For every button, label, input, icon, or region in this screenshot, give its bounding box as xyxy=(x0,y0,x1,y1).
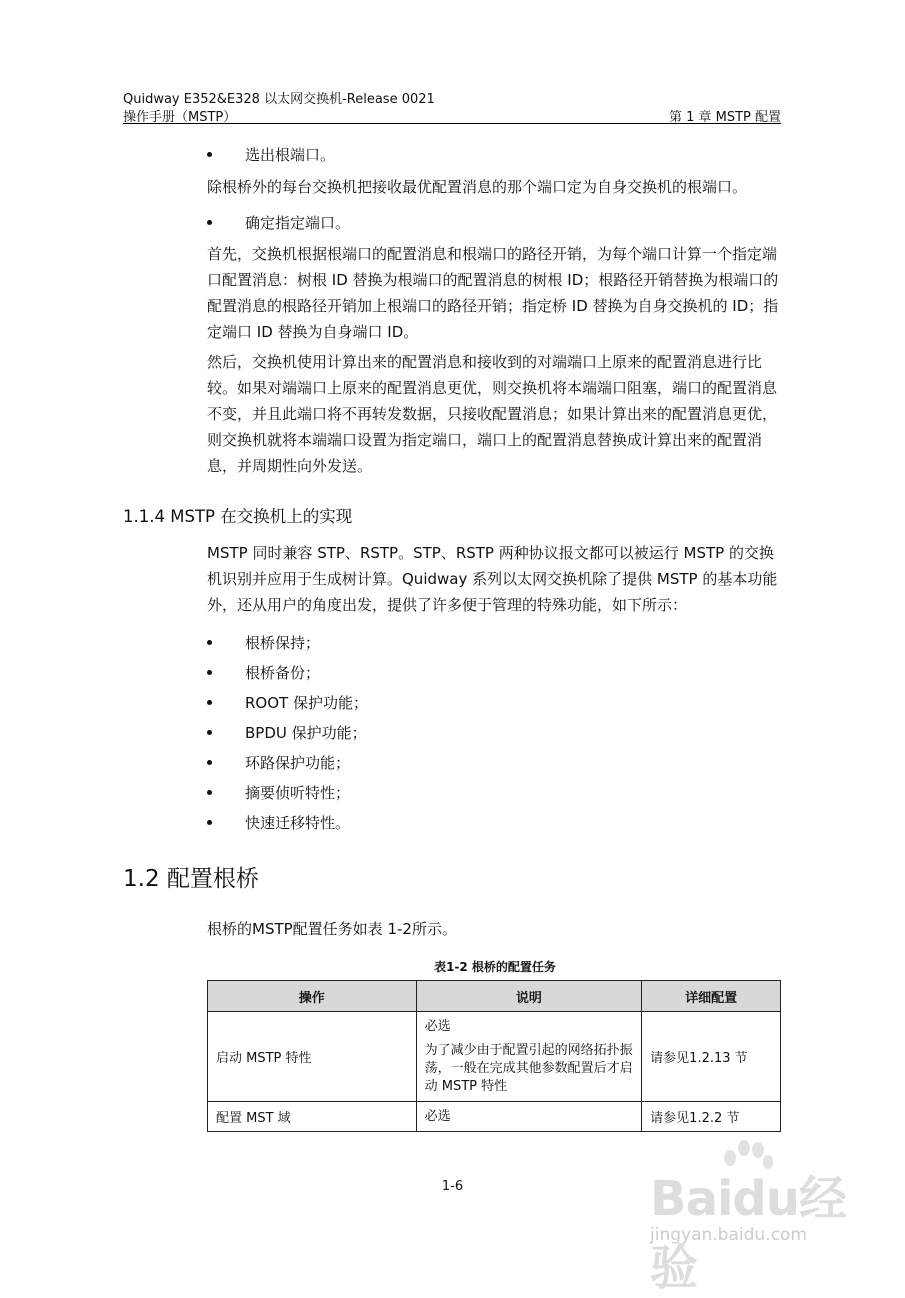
bullet-text: 选出根端口。 xyxy=(245,146,336,164)
feature-text: 根桥保持； xyxy=(245,634,321,652)
header-chapter: 第 1 章 MSTP 配置 xyxy=(668,110,781,125)
bullet-dot xyxy=(207,670,212,675)
paragraph-mstp-compat xyxy=(207,540,783,618)
feature-text: 根桥备份； xyxy=(245,664,321,682)
cell-operation: 启动 MSTP 特性 xyxy=(208,1012,417,1102)
paragraph-designated-then xyxy=(207,349,783,479)
paragraph-table-intro xyxy=(207,916,783,942)
description-note: 为了减少由于配置引起的网络拓扑振荡，一般在完成其他参数配置后才启动 MSTP 特性 xyxy=(424,1042,633,1094)
bullet-dot xyxy=(207,700,212,705)
bullet-dot xyxy=(207,220,212,225)
baidu-watermark xyxy=(640,1140,860,1296)
table-row xyxy=(208,1012,781,1102)
feature-text: BPDU 保护功能； xyxy=(245,724,367,742)
cell-description xyxy=(416,1012,642,1102)
bullet-dot xyxy=(207,640,212,645)
header-subtitle: 操作手册（MSTP） xyxy=(123,110,237,125)
bullet-dot xyxy=(207,790,212,795)
section-heading-1-1-4: 1.1.4 MSTP 在交换机上的实现 xyxy=(123,507,353,526)
config-task-table xyxy=(207,980,781,1132)
bullet-dot xyxy=(207,820,212,825)
cell-operation: 配置 MST 域 xyxy=(208,1102,417,1132)
column-header-operation: 操作 xyxy=(208,981,417,1012)
bullet-text: 确定指定端口。 xyxy=(245,214,351,232)
cell-detail-ref: 请参见1.2.13 节 xyxy=(642,1012,781,1102)
bullet-dot xyxy=(207,760,212,765)
paragraph-text: 除根桥外的每台交换机把接收最优配置消息的那个端口定为自身交换机的根端口。 xyxy=(207,178,748,196)
cell-detail-ref: 请参见1.2.2 节 xyxy=(642,1102,781,1132)
paragraph-text: 首先，交换机根据根端口的配置消息和根端口的路径开销，为每个端口计算一个指定端口配置消息：树根 ID 替换为根端口的配置消息的树根 ID；根路径开销替换为根端口的配置消息的根路径开销加上根端口的路径开销；指定桥 ID 替换为自身交换机的 ID；指定端口 ID 替换为自身端口 ID。 xyxy=(207,245,779,341)
feature-text: 快速迁移特性。 xyxy=(245,814,351,832)
bullet-dot xyxy=(207,730,212,735)
feature-text: 环路保护功能； xyxy=(245,754,351,772)
feature-text: ROOT 保护功能； xyxy=(245,694,368,712)
bullet-dot xyxy=(207,152,212,157)
description-required: 必选 xyxy=(424,1018,451,1034)
section-heading-1-2: 1.2 配置根桥 xyxy=(123,866,259,892)
table-header-row xyxy=(208,981,781,1012)
header-divider xyxy=(123,123,781,124)
page-number: 1-6 xyxy=(441,1179,464,1194)
column-header-description: 说明 xyxy=(416,981,642,1012)
description-required: 必选 xyxy=(424,1108,451,1124)
paragraph-text: MSTP 同时兼容 STP、RSTP。STP、RSTP 两种协议报文都可以被运行 MSTP 的交换机识别并应用于生成树计算。Quidway 系列以太网交换机除了提供 MSTP 的基本功能外，还从用户的角度出发，提供了许多便于管理的特殊功能，如下所示： xyxy=(207,544,778,614)
paragraph-text: 然后，交换机使用计算出来的配置消息和接收到的对端端口上原来的配置消息进行比较。如果对端端口上原来的配置消息更优，则交换机将本端端口阻塞，端口的配置消息不变，并且此端口将不再转发数据，只接收配置消息；如果计算出来的配置消息更优，则交换机就将本端端口设置为指定端口，端口上的配置消息替换成计算出来的配置消息，并周期性向外发送。 xyxy=(207,353,778,475)
header-title: Quidway E352&E328 以太网交换机-Release 0021 xyxy=(123,92,435,107)
paragraph-designated-first xyxy=(207,241,783,345)
column-header-detail: 详细配置 xyxy=(642,981,781,1012)
paragraph-text: 根桥的MSTP配置任务如表 1-2所示。 xyxy=(207,920,457,938)
watermark-logo: Baidu经验 xyxy=(650,1171,846,1296)
table-caption: 表1-2 根桥的配置任务 xyxy=(434,960,556,974)
paragraph-root-port xyxy=(207,174,783,200)
cell-description xyxy=(416,1102,642,1132)
watermark-url: jingyan.baidu.com xyxy=(650,1225,807,1245)
table-row xyxy=(208,1102,781,1132)
feature-text: 摘要侦听特性； xyxy=(245,784,351,802)
